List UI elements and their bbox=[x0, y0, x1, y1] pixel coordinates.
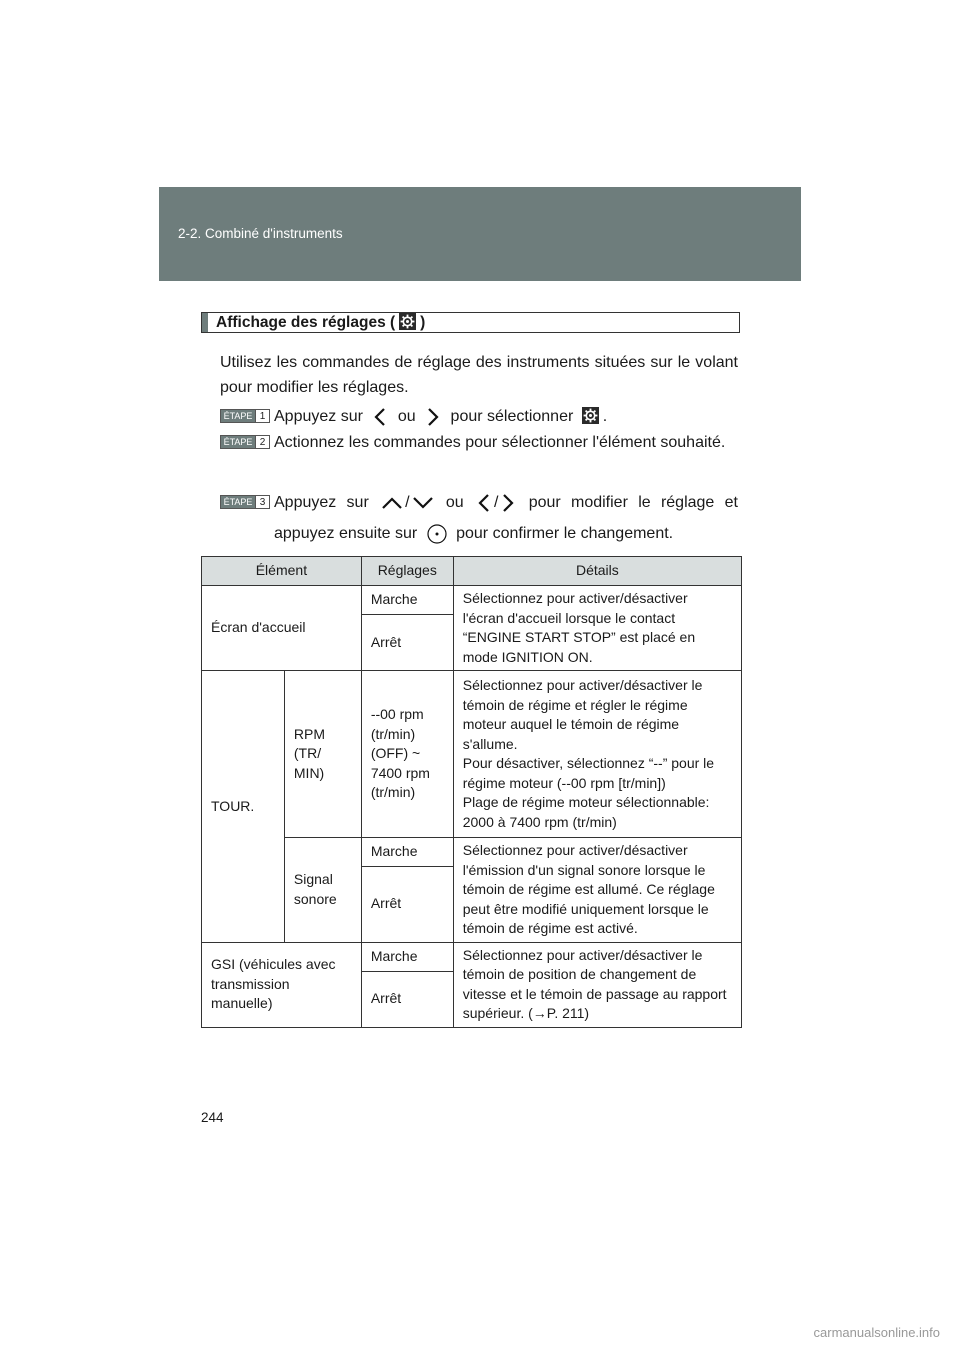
header-details: Détails bbox=[453, 557, 741, 586]
setting-marche: Marche bbox=[361, 838, 453, 867]
item-ecran: Écran d'accueil bbox=[202, 586, 362, 671]
table-row bbox=[202, 942, 742, 971]
details-signal: Sélectionnez pour activer/désactiver l'émission d'un signal sonore lorsque le témoin de régime est allumé. Ce réglage peut être modifié uniquement lorsque le témoin de régime est activé. bbox=[453, 838, 741, 943]
section-title-start: Affichage des réglages ( bbox=[216, 313, 396, 331]
gear-icon bbox=[399, 313, 416, 330]
step-3-text: Appuyez sur / ou / pour modifier le réglage et appuyez ensuite sur pour confirmer le changement. bbox=[274, 487, 738, 549]
header-bar bbox=[159, 187, 801, 281]
chevron-left-icon bbox=[474, 492, 494, 514]
chevron-up-icon bbox=[379, 494, 405, 512]
details-rpm: Sélectionnez pour activer/désactiver le témoin de régime et régler le régime moteur auquel le témoin de régime s'allume. Pour désactiver, sélectionnez “--” pour le régime moteur (--00 rpm [tr/min]) Plage de régime moteur sélectionnable: 2000 à 7400 rpm (tr/min) bbox=[453, 671, 741, 838]
chevron-right-icon bbox=[498, 492, 518, 514]
gear-icon bbox=[582, 407, 599, 424]
step-1-text: Appuyez sur ou pour sélectionner . bbox=[274, 404, 738, 429]
details-ecran: Sélectionnez pour activer/désactiver l'écran d'accueil lorsque le contact “ENGINE START STOP” est placé en mode IGNITION ON. bbox=[453, 586, 741, 671]
step-badge: ÉTAPE 1 bbox=[220, 409, 270, 423]
step-badge: ÉTAPE 3 bbox=[220, 495, 270, 509]
header-element: Élément bbox=[202, 557, 362, 586]
arrow-icon: → bbox=[532, 1005, 547, 1021]
section-title bbox=[201, 312, 740, 333]
setting-marche: Marche bbox=[361, 586, 453, 615]
settings-table bbox=[201, 556, 742, 1028]
header-reglages: Réglages bbox=[361, 557, 453, 586]
subitem-signal: Signal sonore bbox=[284, 838, 361, 943]
table-header-row bbox=[202, 557, 742, 586]
setting-marche: Marche bbox=[361, 942, 453, 971]
step-2 bbox=[220, 430, 738, 455]
step-3 bbox=[220, 487, 738, 549]
details-gsi: Sélectionnez pour activer/désactiver le témoin de position de changement de vitesse et le témoin de passage au rapport supérieur. (→P. 211) bbox=[453, 942, 741, 1027]
section-title-end: ) bbox=[420, 313, 426, 331]
page-number: 244 bbox=[201, 1110, 224, 1125]
chevron-left-icon bbox=[367, 406, 393, 428]
section-breadcrumb: 2-2. Combiné d'instruments bbox=[178, 226, 343, 241]
step-2-text: Actionnez les commandes pour sélectionner l'élément souhaité. bbox=[274, 434, 726, 451]
setting-arret: Arrêt bbox=[361, 614, 453, 670]
chevron-down-icon bbox=[410, 494, 436, 512]
setting-rpm: --00 rpm (tr/min) (OFF) ~ 7400 rpm (tr/min) bbox=[361, 671, 453, 838]
title-accent-bar bbox=[202, 313, 208, 332]
enter-button-icon bbox=[422, 523, 452, 545]
table-row bbox=[202, 671, 742, 838]
step-1 bbox=[220, 404, 738, 429]
item-tour: TOUR. bbox=[202, 671, 285, 943]
table-row bbox=[202, 586, 742, 615]
item-gsi: GSI (véhicules avec transmission manuelle) bbox=[202, 942, 362, 1027]
setting-arret: Arrêt bbox=[361, 866, 453, 942]
setting-arret: Arrêt bbox=[361, 971, 453, 1027]
footer-url[interactable]: carmanualsonline.info bbox=[813, 1325, 940, 1340]
intro-paragraph: Utilisez les commandes de réglage des instruments situées sur le volant pour modifier les réglages. bbox=[220, 354, 738, 396]
subitem-rpm: RPM (TR/ MIN) bbox=[284, 671, 361, 838]
step-badge: ÉTAPE 2 bbox=[220, 435, 270, 449]
chevron-right-icon bbox=[420, 406, 446, 428]
